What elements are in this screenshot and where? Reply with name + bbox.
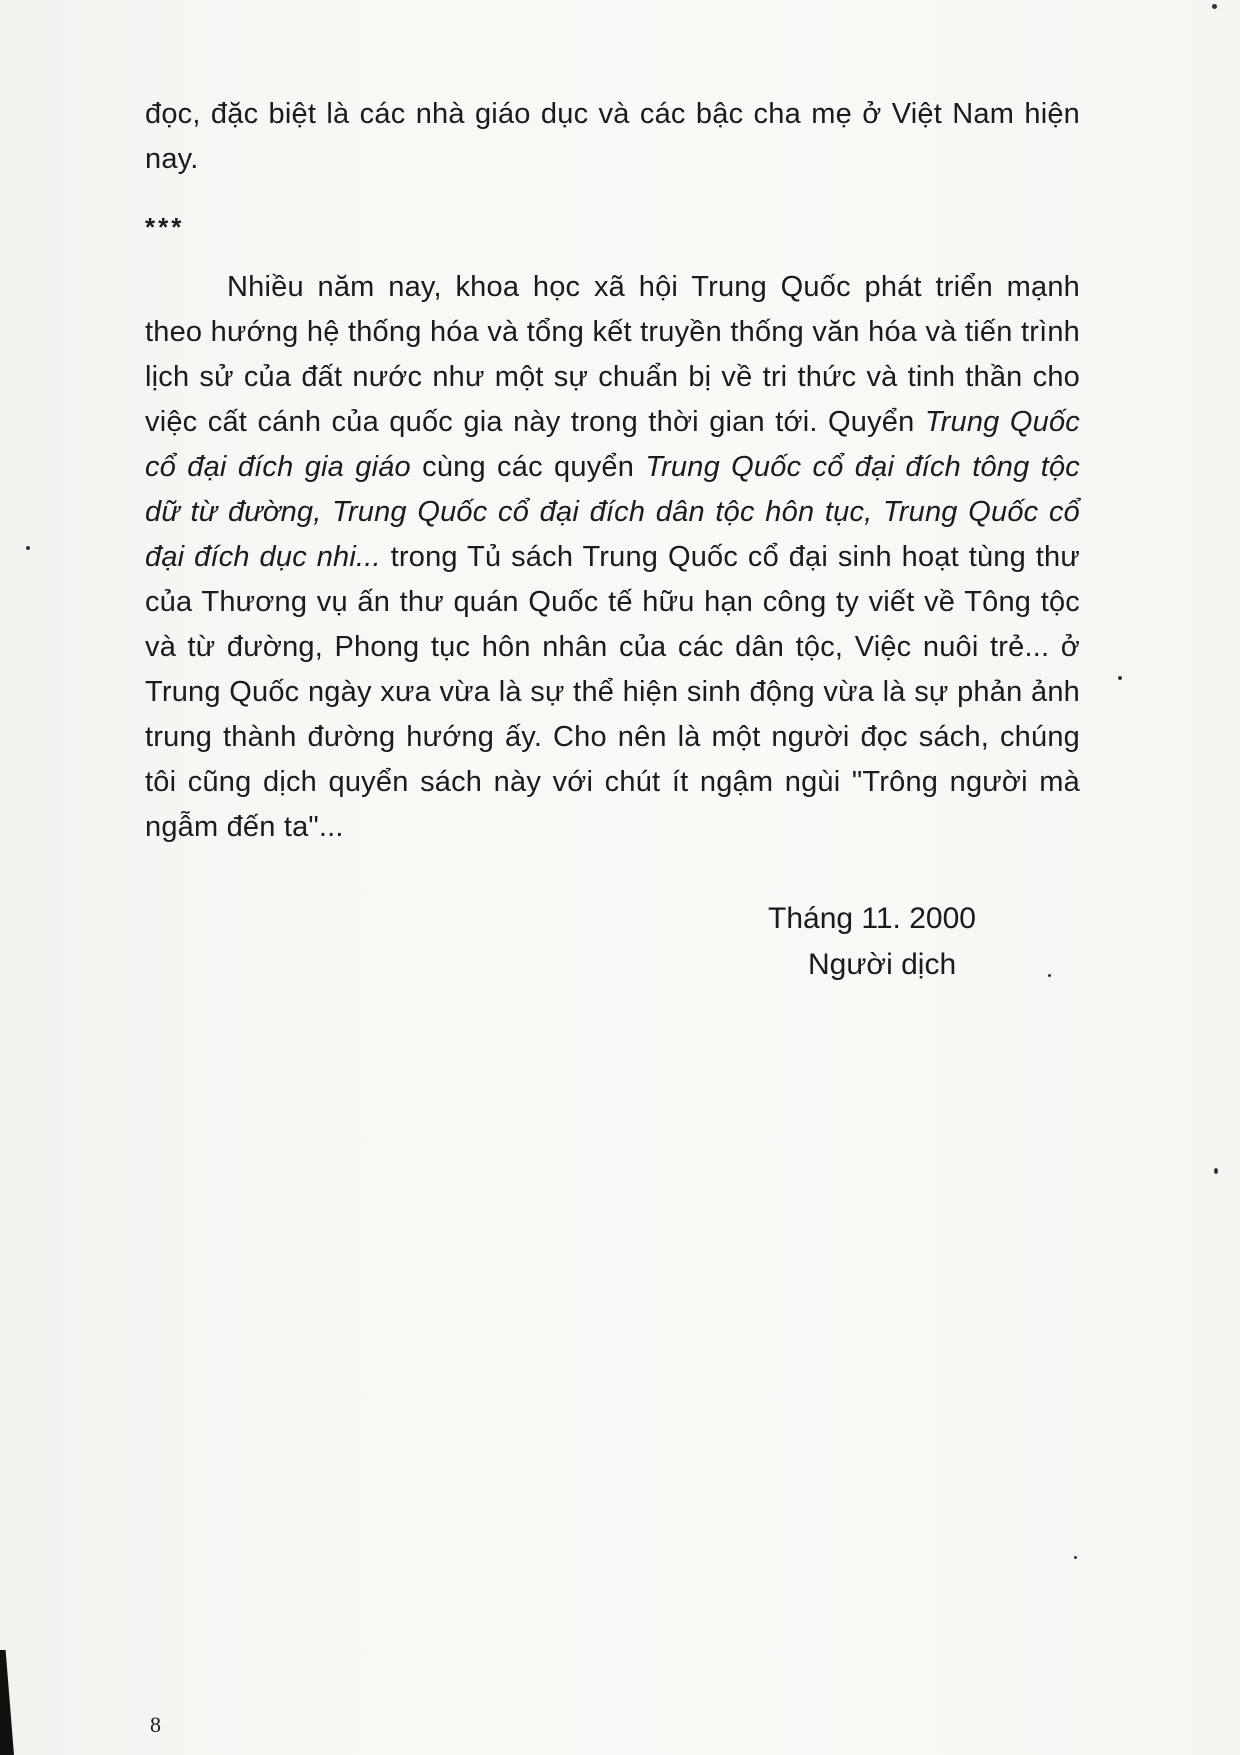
book-title-1: Trung Quốc cổ đại đích gia giáo xyxy=(145,406,1080,483)
scan-speck xyxy=(26,546,30,550)
scan-speck xyxy=(1212,4,1217,9)
signature-author: Người dịch xyxy=(808,948,957,981)
scan-edge-shadow xyxy=(0,1650,14,1755)
section-separator: *** xyxy=(145,212,185,242)
scan-speck xyxy=(1214,1168,1218,1174)
scan-speck xyxy=(1074,1556,1077,1559)
signature-date: Tháng 11. 2000 xyxy=(768,902,976,935)
top-paragraph: đọc, đặc biệt là các nhà giáo dục và các bậc cha mẹ ở Việt Nam hiện nay. xyxy=(145,98,1080,175)
book-titles-series: Trung Quốc cổ đại đích tông tộc dữ từ đường, Trung Quốc cổ đại đích dân tộc hôn tục, Trung Quốc cổ đại đích dục nhi... xyxy=(145,451,1080,573)
scan-speck xyxy=(1048,974,1051,977)
main-paragraph-text-2: cùng các quyển xyxy=(410,451,646,483)
main-paragraph xyxy=(145,265,1080,850)
page-number: 8 xyxy=(150,1712,161,1737)
main-paragraph-text-1: Nhiều năm nay, khoa học xã hội Trung Quốc phát triển mạnh theo hướng hệ thống hóa và tổng kết truyền thống văn hóa và tiến trình lịch sử của đất nước như một sự chuẩn bị về tri thức và tinh thần cho việc cất cánh của quốc gia này trong thời gian tới. Quyển xyxy=(145,271,1080,438)
scan-speck xyxy=(1118,676,1122,680)
main-paragraph-text-3: trong Tủ sách Trung Quốc cổ đại sinh hoạt tùng thư của Thương vụ ấn thư quán Quốc tế hữu hạn công ty viết về Tông tộc và từ đường, Phong tục hôn nhân của các dân tộc, Việc nuôi trẻ... ở Trung Quốc ngày xưa vừa là sự thể hiện sinh động vừa là sự phản ảnh trung thành đường hướng ấy. Cho nên là một người đọc sách, chúng tôi cũng dịch quyển sách này với chút ít ngậm ngùi "Trông người mà ngẫm đến ta"... xyxy=(145,541,1080,843)
